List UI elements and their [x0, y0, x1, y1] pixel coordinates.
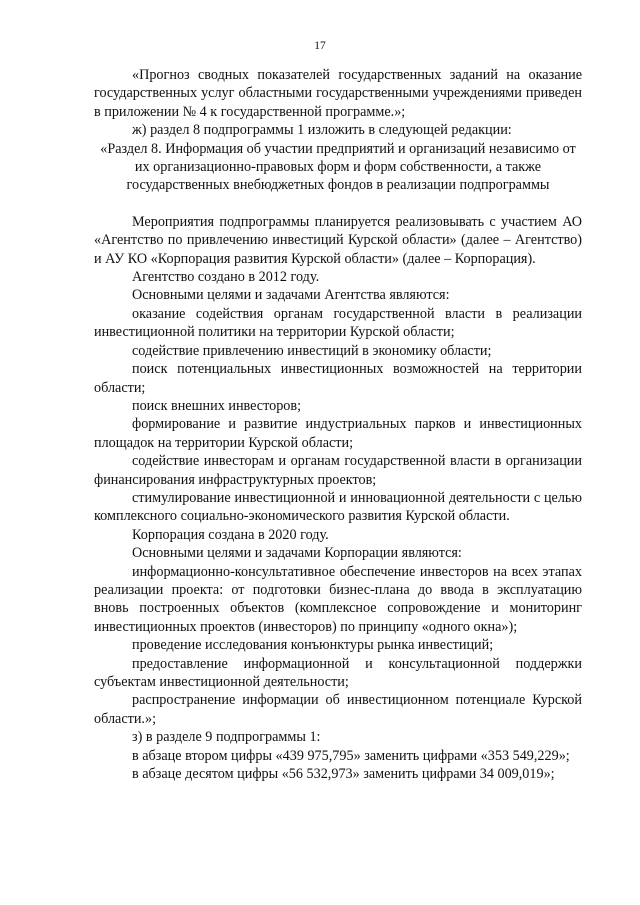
- list-item: предоставление информационной и консультационной поддержки субъектам инвестиционной деятельности;: [94, 655, 582, 690]
- list-item: поиск потенциальных инвестиционных возможностей на территории области;: [94, 361, 582, 396]
- paragraph: Мероприятия подпрограммы планируется реализовывать с участием АО «Агентство по привлечению инвестиций Курской области» (далее – Агентство) и АУ КО «Корпорация развития Курской области» (далее – Корпорация).: [94, 213, 582, 267]
- list-item: проведение исследования конъюнктуры рынка инвестиций;: [132, 637, 494, 654]
- paragraph: ж) раздел 8 подпрограммы 1 изложить в следующей редакции:: [132, 122, 512, 139]
- list-item: стимулирование инвестиционной и инновационной деятельности с целью комплексного социально-экономического развития Курской области.: [94, 489, 582, 525]
- list-item: информационно-консультативное обеспечение инвесторов на всех этапах реализации проекта: от подготовки бизнес-плана до ввода в эксплуатацию вновь построенных объектов (комплексное сопровождение и мониторинг инвестиционных проектов (инвесторов) по принципу «одного окна»);: [94, 563, 582, 635]
- list-item: распространение информации об инвестиционном потенциале Курской области.»;: [94, 692, 582, 727]
- paragraph: Корпорация создана в 2020 году.: [132, 526, 329, 543]
- paragraph: Основными целями и задачами Агентства являются:: [132, 287, 450, 304]
- list-item: формирование и развитие индустриальных парков и инвестиционных площадок на территории Курской области;: [94, 416, 582, 451]
- list-item: содействие привлечению инвестиций в экономику области;: [132, 342, 492, 359]
- paragraph: «Прогноз сводных показателей государственных заданий на оказание государственных услуг областными государственными учреждениями приведен в приложении № 4 к государственной программе.»;: [94, 67, 582, 120]
- page-number: 17: [314, 40, 326, 52]
- paragraph: в абзаце десятом цифры «56 532,973» заменить цифрами 34 009,019»;: [132, 766, 555, 783]
- list-item: поиск внешних инвесторов;: [132, 397, 302, 414]
- paragraph: Агентство создано в 2012 году.: [132, 269, 320, 286]
- paragraph: з) в разделе 9 подпрограммы 1:: [132, 729, 321, 746]
- paragraph: Основными целями и задачами Корпорации являются:: [132, 545, 462, 562]
- section-heading: «Раздел 8. Информация об участии предприятий и организаций независимо от их организационно-правовых форм и форм собственности, а также государственных внебюджетных фондов в реализации подпрограммы: [100, 140, 576, 194]
- list-item: содействие инвесторам и органам государственной власти в организации финансирования инфраструктурных проектов;: [94, 453, 582, 488]
- document-body: [94, 66, 582, 783]
- list-item: оказание содействия органам государственной власти в реализации инвестиционной политики на территории Курской области;: [94, 305, 582, 341]
- paragraph: в абзаце втором цифры «439 975,795» заменить цифрами «353 549,229»;: [132, 747, 570, 764]
